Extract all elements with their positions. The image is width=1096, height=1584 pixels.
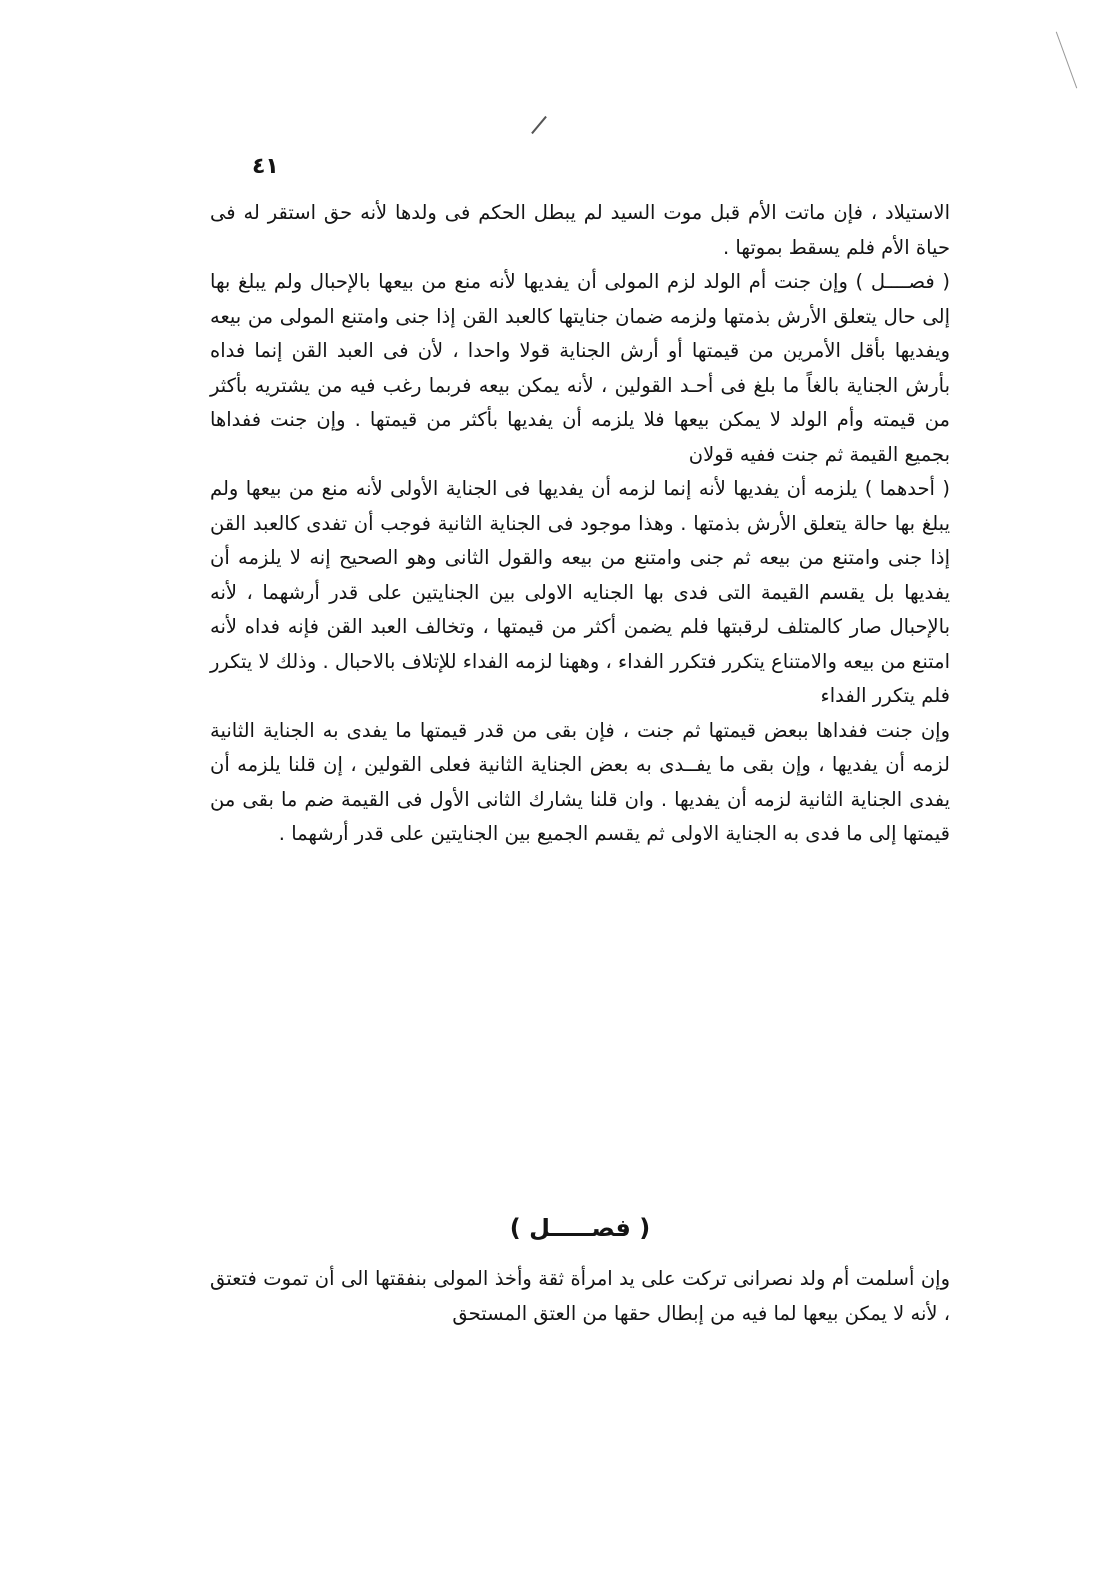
paragraph-christian-master: وإن أسلمت أم ولد نصرانى تركت على يد امرأة ثقة وأخذ المولى بنفقتها الى أن تموت فتعتق ، لأنه لا يمكن بيعها لما فيه من إبطال حقها من العتق المستحق [210,1267,950,1325]
paragraph-two-opinions: ( أحدهما ) يلزمه أن يفديها لأنه إنما لزمه أن يفديها فى الجناية الأولى لأنه منع من بيعها ولم يبلغ بها حالة يتعلق الأرش بذمتها . وهذا موجود فى الجناية الثانية فوجب أن تفدى كالعبد القن إذا جنى وامتنع من بيعه ثم جنى وامتنع من بيعه والقول الثانى وهو الصحيح إنه لا يلزمه أن يفديها بل يقسم القيمة التى فدى بها الجنايه الاولى بين الجنايتين على قدر أرشهما ، لأنه بالإحبال صار كالمتلف لرقبتها فلم يضمن أكثر من قيمتها ، وتخالف العبد القن فإنه فداه لأنه امتنع من بيعه والامتناع يتكرر فتكرر الفداء ، وههنا لزمه الفداء للإتلاف بالاحبال . وذلك لا يتكرر فلم يتكرر الفداء [210,477,950,707]
edge-mark [1056,32,1077,89]
paragraph-section-jinaya: ( فصــــل ) وإن جنت أم الولد لزم المولى أن يفديها لأنه منع من بيعها بالإحبال ولم يبلغ بها إلى حال يتعلق الأرش بذمتها ولزمه ضمان جنايتها كالعبد القن إذا جنى وامتنع المولى من بيعه ويفديها بأقل الأمرين من قيمتها أو أرش الجناية قولا واحدا ، لأن فى العبد القن إنما فداه بأرش الجناية بالغاً ما بلغ فى أحـد القولين ، لأنه يمكن بيعه فربما رغب فيه من يشتريه بأكثر من قيمته وأم الولد لا يمكن بيعها فلا يلزمه أن يفديها بأكثر من قيمتها . وإن جنت ففداها بجميع القيمة ثم جنت ففيه قولان [210,270,950,466]
body-text-lower [210,1262,950,1331]
body-text-upper [210,196,950,852]
pen-mark [531,116,547,134]
paragraph-partial-ransom: وإن جنت ففداها ببعض قيمتها ثم جنت ، فإن بقى من قدر قيمتها ما يفدى به الجناية الثانية لزمه أن يفديها ، وإن بقى ما يفــدى به بعض الجناية الثانية فعلى القولين ، إن قلنا يلزمه أن يفدى الجناية الثانية لزمه أن يفديها . وان قلنا يشارك الثانى الأول فى القيمة ضم ما بقى من قيمتها إلى ما فدى به الجناية الاولى ثم يقسم الجميع بين الجنايتين على قدر أرشهما . [210,718,950,845]
page-number: ٤١ [252,154,279,179]
section-heading: ( فصـــــل ) [509,1214,651,1242]
paragraph-continuation: الاستيلاد ، فإن ماتت الأم قبل موت السيد لم يبطل الحكم فى ولدها لأنه حق استقر له فى حياة الأم فلم يسقط بموتها . [210,201,950,259]
